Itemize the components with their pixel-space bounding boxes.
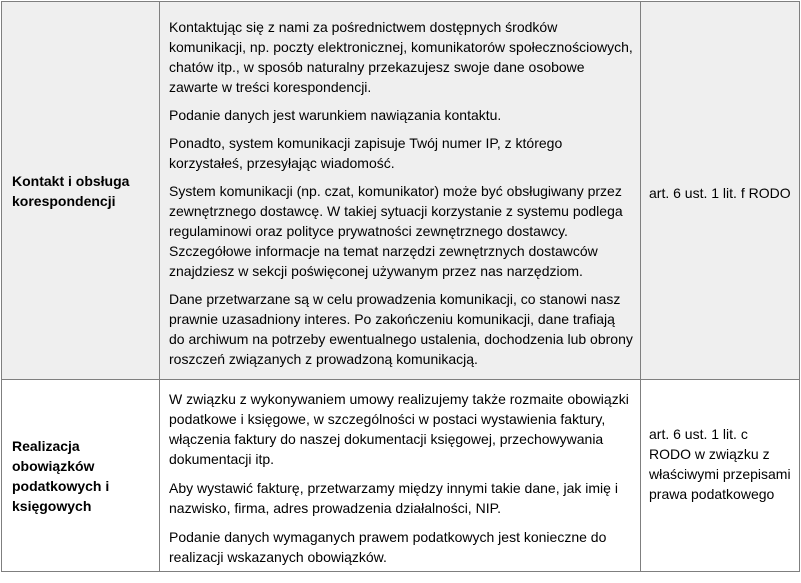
table-row <box>2 2 800 380</box>
purpose-cell <box>2 380 160 572</box>
purpose-cell <box>2 2 160 380</box>
description-paragraph: Podanie danych jest warunkiem nawiązania kontaktu. <box>169 106 502 123</box>
description-paragraph: Aby wystawić fakturę, przetwarzamy między innymi takie dane, jak imię i nazwisko, firma, adres prowadzenia działalności, NIP. <box>169 479 618 516</box>
data-processing-table <box>1 1 800 572</box>
legal-basis-text: art. 6 ust. 1 lit. f RODO <box>649 184 791 201</box>
purpose-label: Kontakt i obsługa korespondencji <box>12 172 130 209</box>
description-paragraph: System komunikacji (np. czat, komunikator) może być obsługiwany przez zewnętrznego dostawcę. W takiej sytuacji korzystanie z systemu podlega regulaminowi oraz polityce prywatności zewnętrznego dostawcy. Szczegółowe informacje na temat narzędzi zewnętrznych dostawców znajdziesz w sekcji poświęconej używanym przez nas narzędziom. <box>169 182 623 279</box>
legal-basis-cell <box>641 2 800 380</box>
description-paragraph: W związku z wykonywaniem umowy realizujemy także rozmaite obowiązki podatkowe i księgowe, w szczególności w postaci wystawienia faktury, włączenia faktury do naszej dokumentacji księgowej, przechowywania dokumentacji itp. <box>169 390 629 467</box>
purpose-label: Realizacja obowiązków podatkowych i księgowych <box>12 437 110 514</box>
description-cell <box>160 380 641 572</box>
description-cell <box>160 2 641 380</box>
legal-basis-cell <box>641 380 800 572</box>
legal-basis-text: art. 6 ust. 1 lit. c RODO w związku z właściwymi przepisami prawa podatkowego <box>649 426 791 502</box>
description-paragraph: Kontaktując się z nami za pośrednictwem dostępnych środków komunikacji, np. poczty elektronicznej, komunikatorów społecznościowych, chatów itp., w sposób naturalny przekazujesz swoje dane osobowe zawarte w treści korespondencji. <box>169 18 633 95</box>
description-paragraph: Ponadto, system komunikacji zapisuje Twój numer IP, z którego korzystałeś, przesyłając wiadomość. <box>169 134 563 171</box>
description-paragraph: Dane przetwarzane są w celu prowadzenia komunikacji, co stanowi nasz prawnie uzasadniony interes. Po zakończeniu komunikacji, dane trafiają do archiwum na potrzeby ewentualnego ustalenia, dochodzenia lub obrony roszczeń związanych z prowadzoną komunikacją. <box>169 290 633 367</box>
description-paragraph: Podanie danych wymaganych prawem podatkowych jest konieczne do realizacji wskazanych obowiązków. <box>169 528 607 565</box>
table-row <box>2 380 800 572</box>
